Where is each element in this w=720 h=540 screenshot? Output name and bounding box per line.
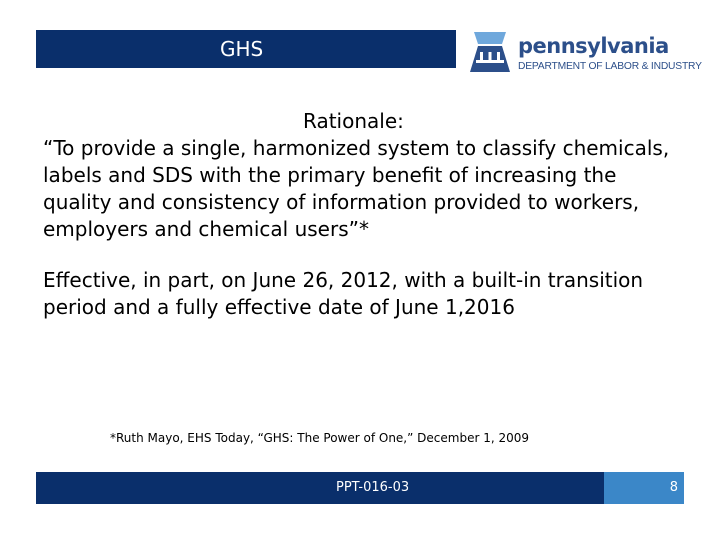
effective-date-text: Effective, in part, on June 26, 2012, with a built-in transition period and a fully effective date of June 1,2016 [43, 268, 644, 319]
page-number: 8 [669, 480, 678, 495]
logo-department: DEPARTMENT OF LABOR & INDUSTRY [518, 61, 702, 72]
footnote: *Ruth Mayo, EHS Today, “GHS: The Power of One,” December 1, 2009 [110, 431, 529, 445]
rationale-quote: “To provide a single, harmonized system to classify chemicals, labels and SDS with the primary benefit of increasing the quality and consistency of information provided to workers, employers and chemical users”* [43, 136, 670, 241]
page-number-box [604, 472, 684, 504]
footer-code: PPT-016-03 [336, 480, 410, 495]
slide-body [43, 108, 683, 321]
slide-title: GHS [220, 37, 264, 61]
logo-name: pennsylvania [518, 34, 669, 58]
footer-bar [36, 472, 604, 504]
rationale-heading: Rationale: [303, 109, 404, 133]
keystone-capitol-icon [466, 30, 514, 74]
pennsylvania-logo [466, 28, 702, 78]
